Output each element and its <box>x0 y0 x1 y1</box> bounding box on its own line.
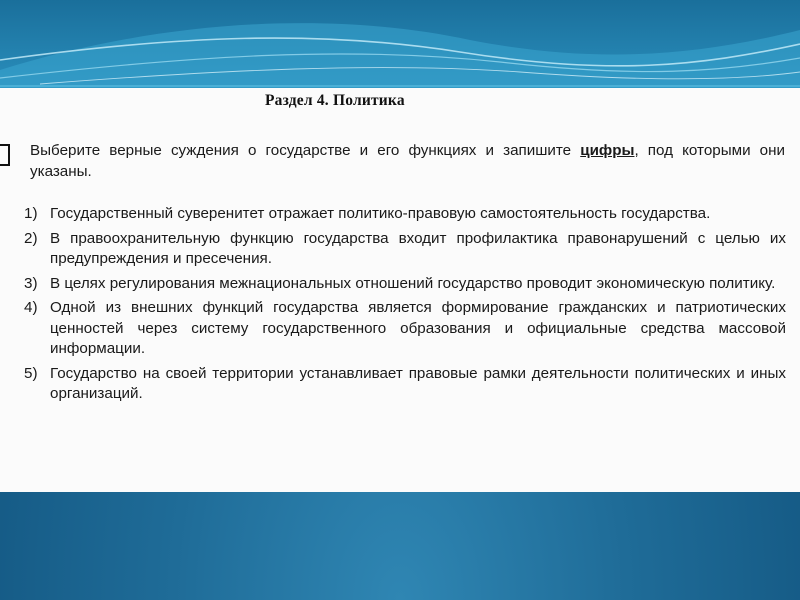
item-number: 1) <box>24 205 38 222</box>
statement-list <box>24 204 786 409</box>
item-text: В правоохранительную функцию государства входит профилактика правонарушений с целью их предупреждения и пресечения. <box>50 229 786 267</box>
item-number: 2) <box>24 229 38 247</box>
task-instruction <box>30 141 785 182</box>
item-number: 5) <box>24 364 38 382</box>
answer-box-marker <box>0 144 10 166</box>
list-item <box>24 229 786 270</box>
decorative-wave <box>0 0 800 90</box>
list-item <box>24 364 786 405</box>
instruction-emphasis: цифры <box>580 142 635 159</box>
item-text: В целях регулирования межнациональных отношений государство проводит экономическую политику. <box>50 274 776 292</box>
item-number: 3) <box>24 274 38 292</box>
item-text: Государственный суверенитет отражает политико-правовую самостоятельность государства. <box>50 205 711 222</box>
item-text: Государство на своей территории устанавливает правовые рамки деятельности политических и иных организаций. <box>50 364 786 402</box>
instruction-text-start: Выберите верные суждения о государстве и его функциях и запишите <box>30 142 581 159</box>
list-item <box>24 274 786 295</box>
list-item <box>24 298 786 360</box>
item-text: Одной из внешних функций государства является формирование гражданских и патриотических ценностей через систему государственного образования и официальные средства массовой информации. <box>50 299 786 357</box>
item-number: 4) <box>24 299 38 316</box>
list-item <box>24 204 786 225</box>
section-title: Раздел 4. Политика <box>265 92 405 109</box>
instruction-text-end: , под которыми они указаны. <box>30 142 785 180</box>
